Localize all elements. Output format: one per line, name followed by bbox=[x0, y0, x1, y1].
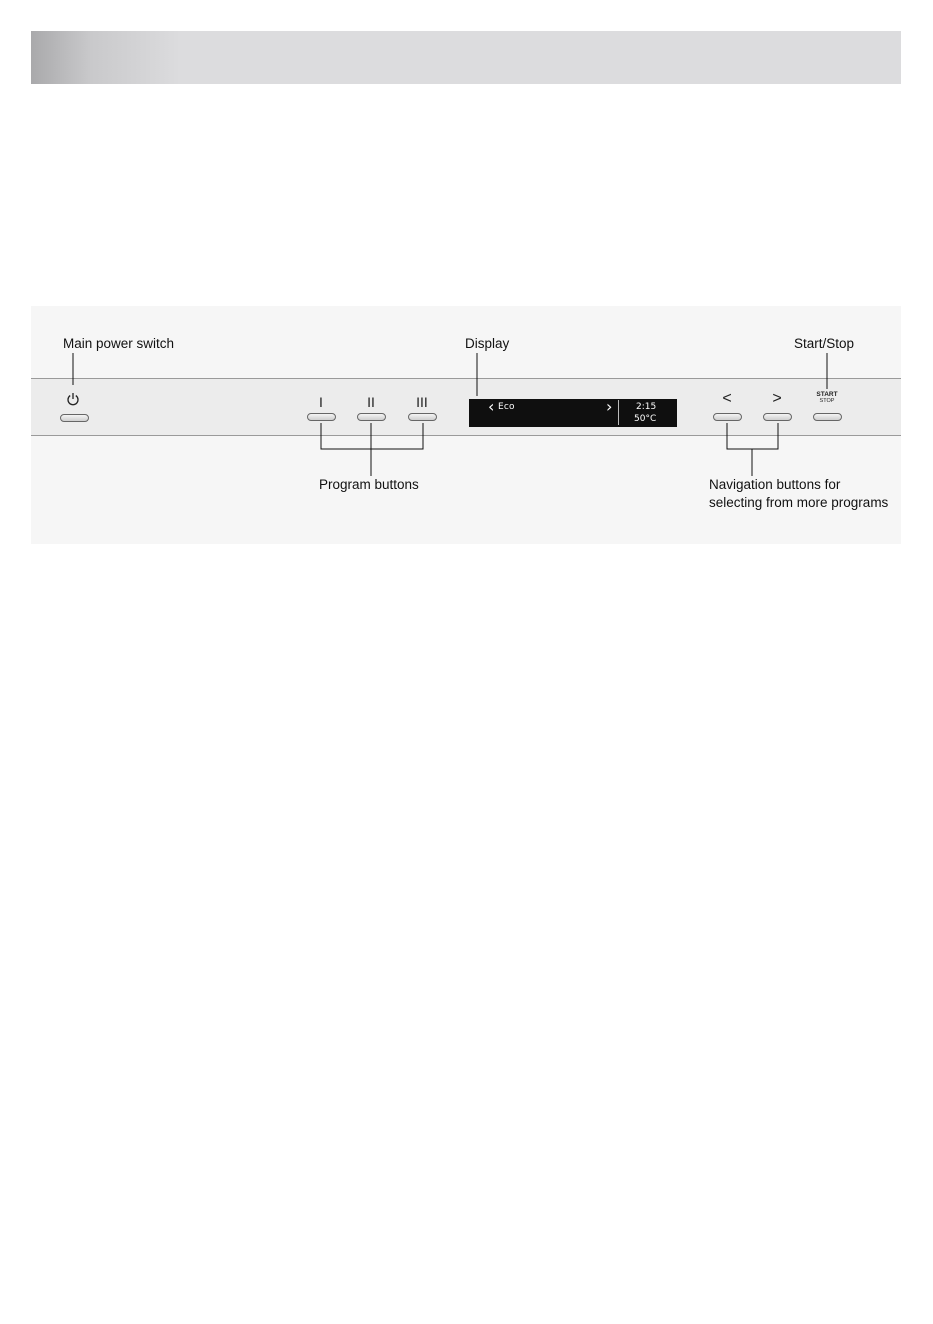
program-buttons-label: Program buttons bbox=[319, 477, 419, 492]
program-3-symbol: III bbox=[416, 394, 428, 410]
display-temperature: 50°C bbox=[634, 414, 657, 424]
navigation-buttons-label-line2: selecting from more programs bbox=[709, 495, 889, 510]
navigation-buttons-label-line1: Navigation buttons for bbox=[709, 477, 841, 492]
program-2-symbol: II bbox=[367, 394, 375, 410]
display-right-arrow-icon: › bbox=[606, 397, 613, 416]
nav-left-icon: < bbox=[722, 390, 732, 407]
program-bracket bbox=[321, 423, 423, 449]
display-program-name: Eco bbox=[498, 402, 515, 412]
display-left-arrow-icon: ‹ bbox=[488, 397, 495, 416]
display-label: Display bbox=[465, 336, 510, 351]
start-stop-label: Start/Stop bbox=[794, 336, 855, 351]
stop-text: STOP bbox=[819, 398, 835, 404]
main-power-switch-label: Main power switch bbox=[63, 336, 175, 351]
nav-right-icon: > bbox=[772, 390, 782, 407]
start-text: START bbox=[816, 391, 838, 398]
program-1-symbol: I bbox=[319, 394, 323, 410]
navigation-bracket bbox=[727, 423, 778, 449]
display-time: 2:15 bbox=[636, 402, 657, 412]
